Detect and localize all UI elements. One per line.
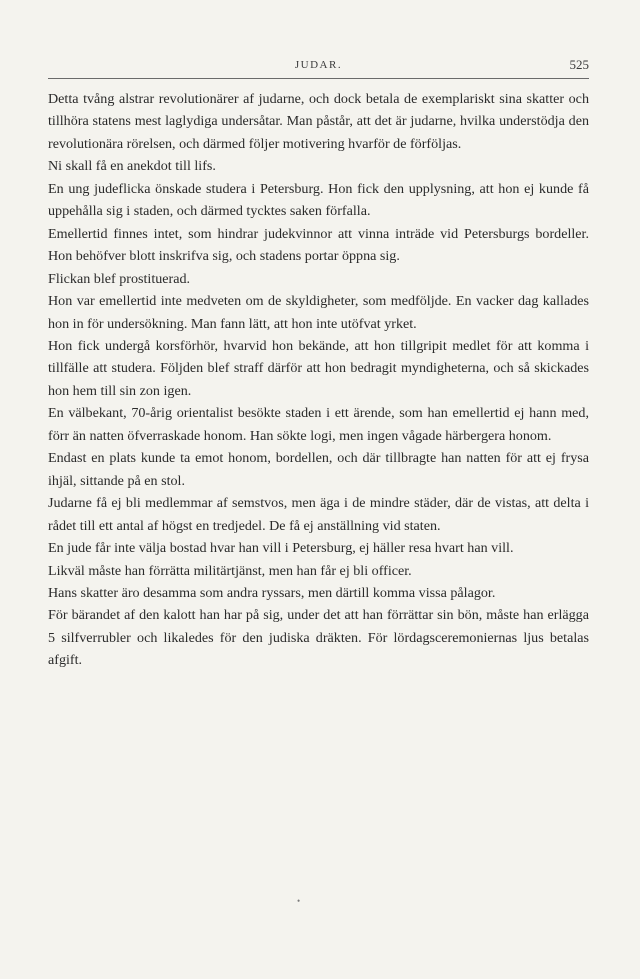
page-number: 525 — [569, 57, 589, 72]
paragraph: Endast en plats kunde ta emot honom, bordellen, och där tillbragte han natten för att ej frysa ihjäl, sittande på en stol. — [48, 450, 589, 489]
paragraph: För bärandet af den kalott han har på sig, under det att han förrättar sin bön, måste han erlägga 5 silfverrubler och likaledes för den judiska dräkten. För lördagsceremoniernas ljus betalas afgift. — [48, 607, 589, 669]
paragraph: Hon fick undergå korsförhör, hvarvid hon bekände, att hon tillgripit medlet för att komma i tillfälle att studera. Följden blef straff därför att hon bedragit myndigheterna, och så skickades hon hem till sin zon igen. — [48, 337, 589, 399]
paragraph: Detta tvång alstrar revolutionärer af judarne, och dock betala de exemplariskt sina skatter och tillhöra statens mest laglydiga undersåtar. Man påstår, att det är judarne, hvilka understödja den revolutionära rörelsen, och därmed följer motivering hvarför de förföljas. — [48, 91, 589, 152]
paragraph: Likväl måste han förrätta militärtjänst, men han får ej bli officer. — [48, 562, 412, 579]
body-text — [48, 88, 589, 672]
paragraph: En ung judeflicka önskade studera i Petersburg. Hon fick den upplysning, att hon ej kunde få uppehålla sig i staden, och därmed tycktes saken förfalla. — [48, 180, 589, 220]
running-title: JUDAR. — [294, 59, 343, 71]
running-header — [48, 56, 589, 79]
paragraph: Hon var emellertid inte medveten om de skyldigheter, som medföljde. En vacker dag kallades hon in för undersökning. Man fann lätt, att hon inte utöfvat yrket. — [48, 293, 589, 332]
footer-mark: • — [297, 896, 301, 906]
paragraph: Ni skall få en anekdot till lifs. — [48, 158, 216, 175]
paragraph: En jude får inte välja bostad hvar han vill i Petersburg, ej häller resa hvart han vill. — [48, 540, 514, 557]
paragraph: Emellertid finnes intet, som hindrar judekvinnor att vinna inträde vid Petersburgs bordeller. Hon behöfver blott inskrifva sig, och stadens portar öppna sig. — [48, 225, 589, 265]
paragraph: En välbekant, 70-årig orientalist besökte staden i ett ärende, som han emellertid ej hann med, förr än natten öfverraskade honom. Han sökte logi, men ingen vågade härbergera honom. — [48, 405, 589, 444]
paragraph: Judarne få ej bli medlemmar af semstvos, men äga i de mindre städer, där de vistas, att delta i rådet till ett antal af högst en tredjedel. De få ej anställning vid staten. — [48, 495, 589, 534]
paragraph: Hans skatter äro desamma som andra ryssars, men därtill komma vissa pålagor. — [48, 584, 496, 601]
paragraph: Flickan blef prostituerad. — [48, 270, 191, 287]
